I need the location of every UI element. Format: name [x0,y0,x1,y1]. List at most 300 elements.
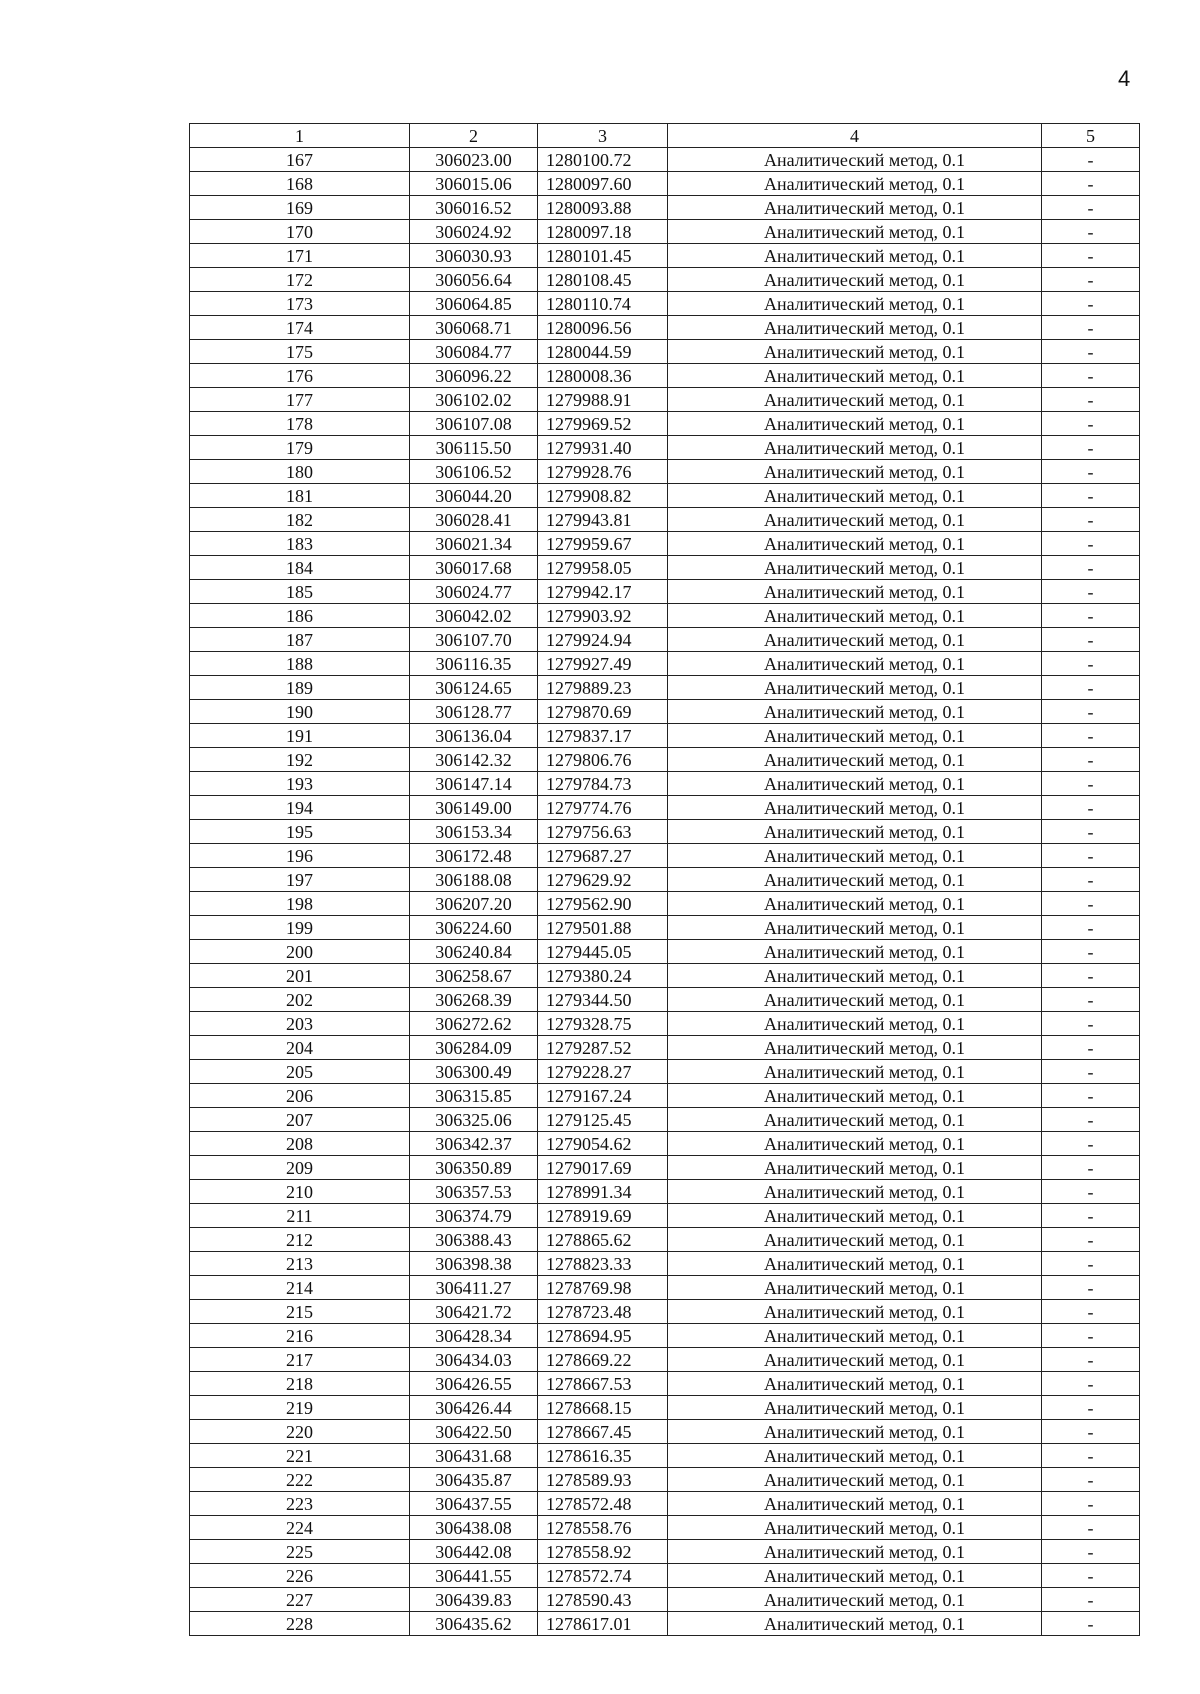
table-row [190,796,1140,820]
x-coordinate-cell: 306030.93 [410,244,538,268]
note-cell: - [1042,1348,1140,1372]
table-row [190,1420,1140,1444]
point-number-cell: 177 [190,388,410,412]
method-cell: Аналитический метод, 0.1 [668,1612,1042,1636]
method-cell: Аналитический метод, 0.1 [668,1252,1042,1276]
table-row [190,460,1140,484]
point-number-cell: 191 [190,724,410,748]
x-coordinate-cell: 306107.70 [410,628,538,652]
method-cell: Аналитический метод, 0.1 [668,772,1042,796]
method-cell: Аналитический метод, 0.1 [668,244,1042,268]
y-coordinate-cell: 1280097.18 [538,220,668,244]
table-row [190,1204,1140,1228]
point-number-cell: 222 [190,1468,410,1492]
x-coordinate-cell: 306142.32 [410,748,538,772]
point-number-cell: 173 [190,292,410,316]
x-coordinate-cell: 306107.08 [410,412,538,436]
y-coordinate-cell: 1280101.45 [538,244,668,268]
point-number-cell: 175 [190,340,410,364]
table-row [190,964,1140,988]
note-cell: - [1042,364,1140,388]
table-row [190,1060,1140,1084]
point-number-cell: 201 [190,964,410,988]
method-cell: Аналитический метод, 0.1 [668,1012,1042,1036]
point-number-cell: 212 [190,1228,410,1252]
table-row [190,1612,1140,1636]
note-cell: - [1042,292,1140,316]
note-cell: - [1042,268,1140,292]
y-coordinate-cell: 1279806.76 [538,748,668,772]
y-coordinate-cell: 1279344.50 [538,988,668,1012]
note-cell: - [1042,412,1140,436]
y-coordinate-cell: 1280008.36 [538,364,668,388]
note-cell: - [1042,220,1140,244]
x-coordinate-cell: 306434.03 [410,1348,538,1372]
table-row [190,892,1140,916]
x-coordinate-cell: 306426.44 [410,1396,538,1420]
note-cell: - [1042,604,1140,628]
y-coordinate-cell: 1280108.45 [538,268,668,292]
x-coordinate-cell: 306096.22 [410,364,538,388]
x-coordinate-cell: 306147.14 [410,772,538,796]
x-coordinate-cell: 306102.02 [410,388,538,412]
table-row [190,604,1140,628]
note-cell: - [1042,1300,1140,1324]
method-cell: Аналитический метод, 0.1 [668,964,1042,988]
note-cell: - [1042,1012,1140,1036]
x-coordinate-cell: 306188.08 [410,868,538,892]
point-number-cell: 182 [190,508,410,532]
method-cell: Аналитический метод, 0.1 [668,220,1042,244]
y-coordinate-cell: 1278558.76 [538,1516,668,1540]
method-cell: Аналитический метод, 0.1 [668,292,1042,316]
point-number-cell: 204 [190,1036,410,1060]
table-row [190,244,1140,268]
point-number-cell: 220 [190,1420,410,1444]
table-row [190,364,1140,388]
x-coordinate-cell: 306442.08 [410,1540,538,1564]
page-number: 4 [1118,66,1131,91]
note-cell: - [1042,1540,1140,1564]
y-coordinate-cell: 1279924.94 [538,628,668,652]
point-number-cell: 213 [190,1252,410,1276]
table-row [190,1108,1140,1132]
y-coordinate-cell: 1279928.76 [538,460,668,484]
table-row [190,388,1140,412]
x-coordinate-cell: 306172.48 [410,844,538,868]
table-row [190,1132,1140,1156]
table-row [190,196,1140,220]
method-cell: Аналитический метод, 0.1 [668,604,1042,628]
point-number-cell: 218 [190,1372,410,1396]
method-cell: Аналитический метод, 0.1 [668,844,1042,868]
method-cell: Аналитический метод, 0.1 [668,412,1042,436]
table-row [190,1252,1140,1276]
note-cell: - [1042,1276,1140,1300]
note-cell: - [1042,988,1140,1012]
method-cell: Аналитический метод, 0.1 [668,628,1042,652]
method-cell: Аналитический метод, 0.1 [668,1180,1042,1204]
note-cell: - [1042,196,1140,220]
y-coordinate-cell: 1278558.92 [538,1540,668,1564]
x-coordinate-cell: 306128.77 [410,700,538,724]
table-row [190,844,1140,868]
column-header: 1 [190,124,410,148]
point-number-cell: 211 [190,1204,410,1228]
y-coordinate-cell: 1279903.92 [538,604,668,628]
point-number-cell: 215 [190,1300,410,1324]
method-cell: Аналитический метод, 0.1 [668,196,1042,220]
y-coordinate-cell: 1278572.48 [538,1492,668,1516]
point-number-cell: 174 [190,316,410,340]
point-number-cell: 226 [190,1564,410,1588]
y-coordinate-cell: 1278616.35 [538,1444,668,1468]
y-coordinate-cell: 1279228.27 [538,1060,668,1084]
table-row [190,1372,1140,1396]
y-coordinate-cell: 1278572.74 [538,1564,668,1588]
y-coordinate-cell: 1279501.88 [538,916,668,940]
x-coordinate-cell: 306428.34 [410,1324,538,1348]
table-row [190,1228,1140,1252]
table-row [190,1468,1140,1492]
x-coordinate-cell: 306357.53 [410,1180,538,1204]
table-row [190,1324,1140,1348]
y-coordinate-cell: 1279988.91 [538,388,668,412]
x-coordinate-cell: 306044.20 [410,484,538,508]
method-cell: Аналитический метод, 0.1 [668,1564,1042,1588]
y-coordinate-cell: 1279562.90 [538,892,668,916]
y-coordinate-cell: 1278694.95 [538,1324,668,1348]
method-cell: Аналитический метод, 0.1 [668,532,1042,556]
x-coordinate-cell: 306268.39 [410,988,538,1012]
y-coordinate-cell: 1279959.67 [538,532,668,556]
point-number-cell: 195 [190,820,410,844]
note-cell: - [1042,580,1140,604]
table-row [190,772,1140,796]
x-coordinate-cell: 306398.38 [410,1252,538,1276]
method-cell: Аналитический метод, 0.1 [668,1492,1042,1516]
x-coordinate-cell: 306116.35 [410,652,538,676]
point-number-cell: 203 [190,1012,410,1036]
note-cell: - [1042,436,1140,460]
method-cell: Аналитический метод, 0.1 [668,724,1042,748]
x-coordinate-cell: 306374.79 [410,1204,538,1228]
point-number-cell: 170 [190,220,410,244]
point-number-cell: 208 [190,1132,410,1156]
x-coordinate-cell: 306016.52 [410,196,538,220]
point-number-cell: 216 [190,1324,410,1348]
table-row [190,652,1140,676]
point-number-cell: 184 [190,556,410,580]
note-cell: - [1042,796,1140,820]
table-row [190,820,1140,844]
method-cell: Аналитический метод, 0.1 [668,436,1042,460]
point-number-cell: 198 [190,892,410,916]
y-coordinate-cell: 1279870.69 [538,700,668,724]
x-coordinate-cell: 306240.84 [410,940,538,964]
table-row [190,748,1140,772]
method-cell: Аналитический метод, 0.1 [668,1108,1042,1132]
table-header-row [190,124,1140,148]
table-row [190,508,1140,532]
table-row [190,580,1140,604]
note-cell: - [1042,964,1140,988]
y-coordinate-cell: 1279629.92 [538,868,668,892]
method-cell: Аналитический метод, 0.1 [668,364,1042,388]
point-number-cell: 188 [190,652,410,676]
y-coordinate-cell: 1278617.01 [538,1612,668,1636]
point-number-cell: 186 [190,604,410,628]
point-number-cell: 187 [190,628,410,652]
table-row [190,724,1140,748]
method-cell: Аналитический метод, 0.1 [668,1420,1042,1444]
method-cell: Аналитический метод, 0.1 [668,580,1042,604]
method-cell: Аналитический метод, 0.1 [668,820,1042,844]
x-coordinate-cell: 306435.87 [410,1468,538,1492]
note-cell: - [1042,1372,1140,1396]
note-cell: - [1042,1228,1140,1252]
y-coordinate-cell: 1280096.56 [538,316,668,340]
column-header: 2 [410,124,538,148]
x-coordinate-cell: 306437.55 [410,1492,538,1516]
point-number-cell: 225 [190,1540,410,1564]
x-coordinate-cell: 306388.43 [410,1228,538,1252]
table-row [190,1564,1140,1588]
note-cell: - [1042,700,1140,724]
method-cell: Аналитический метод, 0.1 [668,652,1042,676]
x-coordinate-cell: 306441.55 [410,1564,538,1588]
x-coordinate-cell: 306350.89 [410,1156,538,1180]
point-number-cell: 210 [190,1180,410,1204]
x-coordinate-cell: 306106.52 [410,460,538,484]
y-coordinate-cell: 1279958.05 [538,556,668,580]
note-cell: - [1042,148,1140,172]
x-coordinate-cell: 306426.55 [410,1372,538,1396]
table-row [190,1348,1140,1372]
x-coordinate-cell: 306068.71 [410,316,538,340]
point-number-cell: 185 [190,580,410,604]
x-coordinate-cell: 306024.92 [410,220,538,244]
table-row [190,628,1140,652]
y-coordinate-cell: 1278590.43 [538,1588,668,1612]
x-coordinate-cell: 306207.20 [410,892,538,916]
x-coordinate-cell: 306124.65 [410,676,538,700]
note-cell: - [1042,1060,1140,1084]
table-row [190,532,1140,556]
table-row [190,412,1140,436]
x-coordinate-cell: 306021.34 [410,532,538,556]
point-number-cell: 202 [190,988,410,1012]
method-cell: Аналитический метод, 0.1 [668,916,1042,940]
method-cell: Аналитический метод, 0.1 [668,1300,1042,1324]
point-number-cell: 193 [190,772,410,796]
y-coordinate-cell: 1278589.93 [538,1468,668,1492]
note-cell: - [1042,172,1140,196]
note-cell: - [1042,940,1140,964]
y-coordinate-cell: 1279125.45 [538,1108,668,1132]
method-cell: Аналитический метод, 0.1 [668,1132,1042,1156]
table-row [190,1300,1140,1324]
note-cell: - [1042,724,1140,748]
y-coordinate-cell: 1278823.33 [538,1252,668,1276]
table-row [190,1012,1140,1036]
note-cell: - [1042,1420,1140,1444]
y-coordinate-cell: 1279774.76 [538,796,668,820]
y-coordinate-cell: 1279054.62 [538,1132,668,1156]
y-coordinate-cell: 1279167.24 [538,1084,668,1108]
note-cell: - [1042,532,1140,556]
point-number-cell: 176 [190,364,410,388]
method-cell: Аналитический метод, 0.1 [668,316,1042,340]
method-cell: Аналитический метод, 0.1 [668,796,1042,820]
y-coordinate-cell: 1279942.17 [538,580,668,604]
y-coordinate-cell: 1278991.34 [538,1180,668,1204]
x-coordinate-cell: 306056.64 [410,268,538,292]
method-cell: Аналитический метод, 0.1 [668,1444,1042,1468]
point-number-cell: 207 [190,1108,410,1132]
table-row [190,172,1140,196]
note-cell: - [1042,748,1140,772]
x-coordinate-cell: 306435.62 [410,1612,538,1636]
method-cell: Аналитический метод, 0.1 [668,1372,1042,1396]
table-row [190,868,1140,892]
table-row [190,1444,1140,1468]
point-number-cell: 169 [190,196,410,220]
x-coordinate-cell: 306153.34 [410,820,538,844]
note-cell: - [1042,244,1140,268]
note-cell: - [1042,628,1140,652]
x-coordinate-cell: 306438.08 [410,1516,538,1540]
note-cell: - [1042,1180,1140,1204]
x-coordinate-cell: 306042.02 [410,604,538,628]
column-header: 4 [668,124,1042,148]
note-cell: - [1042,1036,1140,1060]
point-number-cell: 205 [190,1060,410,1084]
table-body [190,124,1140,1636]
point-number-cell: 196 [190,844,410,868]
note-cell: - [1042,772,1140,796]
column-header: 5 [1042,124,1140,148]
x-coordinate-cell: 306431.68 [410,1444,538,1468]
point-number-cell: 189 [190,676,410,700]
x-coordinate-cell: 306224.60 [410,916,538,940]
note-cell: - [1042,676,1140,700]
method-cell: Аналитический метод, 0.1 [668,748,1042,772]
table-row [190,1276,1140,1300]
point-number-cell: 217 [190,1348,410,1372]
y-coordinate-cell: 1280093.88 [538,196,668,220]
method-cell: Аналитический метод, 0.1 [668,988,1042,1012]
method-cell: Аналитический метод, 0.1 [668,1084,1042,1108]
note-cell: - [1042,1516,1140,1540]
method-cell: Аналитический метод, 0.1 [668,1156,1042,1180]
table-row [190,148,1140,172]
x-coordinate-cell: 306064.85 [410,292,538,316]
method-cell: Аналитический метод, 0.1 [668,676,1042,700]
y-coordinate-cell: 1278865.62 [538,1228,668,1252]
note-cell: - [1042,508,1140,532]
x-coordinate-cell: 306315.85 [410,1084,538,1108]
x-coordinate-cell: 306149.00 [410,796,538,820]
point-number-cell: 192 [190,748,410,772]
note-cell: - [1042,1084,1140,1108]
note-cell: - [1042,892,1140,916]
note-cell: - [1042,556,1140,580]
method-cell: Аналитический метод, 0.1 [668,1060,1042,1084]
y-coordinate-cell: 1279328.75 [538,1012,668,1036]
method-cell: Аналитический метод, 0.1 [668,1396,1042,1420]
table-row [190,700,1140,724]
method-cell: Аналитический метод, 0.1 [668,1588,1042,1612]
table-row [190,316,1140,340]
point-number-cell: 181 [190,484,410,508]
point-number-cell: 179 [190,436,410,460]
note-cell: - [1042,1444,1140,1468]
point-number-cell: 206 [190,1084,410,1108]
table-row [190,988,1140,1012]
y-coordinate-cell: 1278667.53 [538,1372,668,1396]
method-cell: Аналитический метод, 0.1 [668,1276,1042,1300]
y-coordinate-cell: 1278723.48 [538,1300,668,1324]
table-row [190,1036,1140,1060]
table-row [190,1084,1140,1108]
method-cell: Аналитический метод, 0.1 [668,460,1042,484]
method-cell: Аналитический метод, 0.1 [668,556,1042,580]
note-cell: - [1042,1468,1140,1492]
x-coordinate-cell: 306084.77 [410,340,538,364]
point-number-cell: 219 [190,1396,410,1420]
point-number-cell: 190 [190,700,410,724]
note-cell: - [1042,484,1140,508]
y-coordinate-cell: 1278668.15 [538,1396,668,1420]
y-coordinate-cell: 1280097.60 [538,172,668,196]
y-coordinate-cell: 1279017.69 [538,1156,668,1180]
method-cell: Аналитический метод, 0.1 [668,940,1042,964]
table-row [190,436,1140,460]
method-cell: Аналитический метод, 0.1 [668,508,1042,532]
x-coordinate-cell: 306028.41 [410,508,538,532]
point-number-cell: 178 [190,412,410,436]
note-cell: - [1042,1156,1140,1180]
point-number-cell: 194 [190,796,410,820]
y-coordinate-cell: 1279687.27 [538,844,668,868]
point-number-cell: 228 [190,1612,410,1636]
x-coordinate-cell: 306115.50 [410,436,538,460]
x-coordinate-cell: 306284.09 [410,1036,538,1060]
point-number-cell: 168 [190,172,410,196]
x-coordinate-cell: 306300.49 [410,1060,538,1084]
point-number-cell: 197 [190,868,410,892]
y-coordinate-cell: 1279943.81 [538,508,668,532]
y-coordinate-cell: 1279287.52 [538,1036,668,1060]
method-cell: Аналитический метод, 0.1 [668,1540,1042,1564]
x-coordinate-cell: 306421.72 [410,1300,538,1324]
table-row [190,916,1140,940]
table-row [190,1156,1140,1180]
note-cell: - [1042,340,1140,364]
note-cell: - [1042,844,1140,868]
method-cell: Аналитический метод, 0.1 [668,484,1042,508]
note-cell: - [1042,868,1140,892]
y-coordinate-cell: 1279927.49 [538,652,668,676]
point-number-cell: 199 [190,916,410,940]
table-row [190,1516,1140,1540]
x-coordinate-cell: 306136.04 [410,724,538,748]
column-header: 3 [538,124,668,148]
table-row [190,940,1140,964]
point-number-cell: 223 [190,1492,410,1516]
note-cell: - [1042,1252,1140,1276]
